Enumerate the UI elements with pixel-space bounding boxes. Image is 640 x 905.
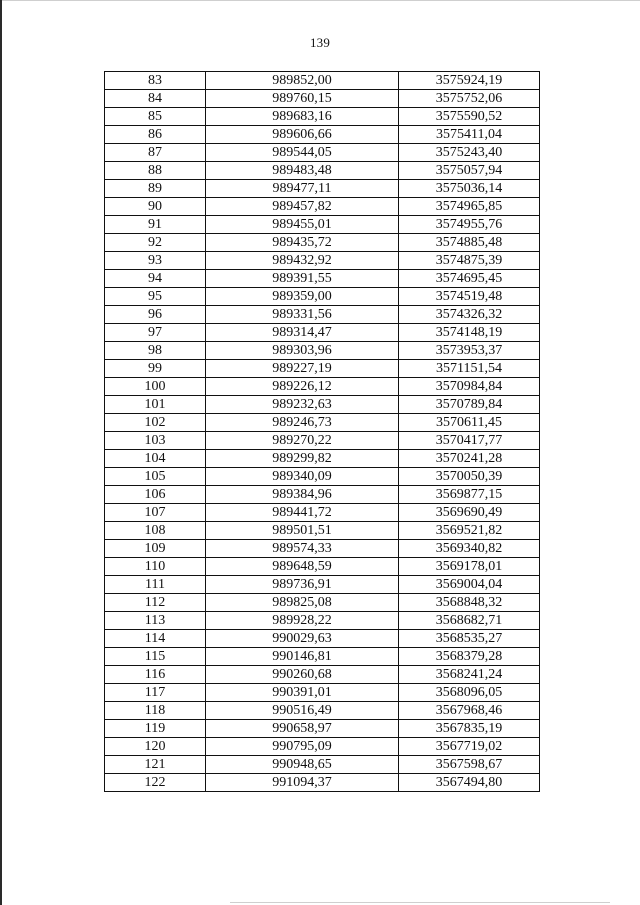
x-coordinate-cell: 989314,47	[206, 324, 399, 342]
point-number-cell: 92	[105, 234, 206, 252]
y-coordinate-cell: 3569178,01	[399, 558, 540, 576]
table-row	[105, 594, 540, 612]
y-coordinate-cell: 3575590,52	[399, 108, 540, 126]
y-coordinate-cell: 3568241,24	[399, 666, 540, 684]
scan-border-bottom	[230, 902, 610, 903]
y-coordinate-cell: 3571151,54	[399, 360, 540, 378]
point-number-cell: 112	[105, 594, 206, 612]
y-coordinate-cell: 3570611,45	[399, 414, 540, 432]
y-coordinate-cell: 3575057,94	[399, 162, 540, 180]
table-row	[105, 684, 540, 702]
x-coordinate-cell: 989483,48	[206, 162, 399, 180]
x-coordinate-cell: 989544,05	[206, 144, 399, 162]
point-number-cell: 121	[105, 756, 206, 774]
x-coordinate-cell: 989227,19	[206, 360, 399, 378]
table-row	[105, 198, 540, 216]
table-row	[105, 234, 540, 252]
scan-border-left	[0, 0, 2, 905]
table-row	[105, 738, 540, 756]
y-coordinate-cell: 3575752,06	[399, 90, 540, 108]
x-coordinate-cell: 991094,37	[206, 774, 399, 792]
table-row	[105, 558, 540, 576]
y-coordinate-cell: 3575036,14	[399, 180, 540, 198]
table-row	[105, 774, 540, 792]
y-coordinate-cell: 3568535,27	[399, 630, 540, 648]
table-row	[105, 432, 540, 450]
y-coordinate-cell: 3569340,82	[399, 540, 540, 558]
x-coordinate-cell: 990260,68	[206, 666, 399, 684]
y-coordinate-cell: 3570789,84	[399, 396, 540, 414]
coordinates-table-body	[105, 72, 540, 792]
x-coordinate-cell: 989340,09	[206, 468, 399, 486]
point-number-cell: 102	[105, 414, 206, 432]
point-number-cell: 87	[105, 144, 206, 162]
x-coordinate-cell: 989457,82	[206, 198, 399, 216]
y-coordinate-cell: 3574695,45	[399, 270, 540, 288]
y-coordinate-cell: 3575411,04	[399, 126, 540, 144]
point-number-cell: 114	[105, 630, 206, 648]
point-number-cell: 116	[105, 666, 206, 684]
x-coordinate-cell: 989852,00	[206, 72, 399, 90]
y-coordinate-cell: 3574148,19	[399, 324, 540, 342]
point-number-cell: 109	[105, 540, 206, 558]
table-row	[105, 756, 540, 774]
x-coordinate-cell: 989455,01	[206, 216, 399, 234]
table-row	[105, 576, 540, 594]
y-coordinate-cell: 3573953,37	[399, 342, 540, 360]
x-coordinate-cell: 989226,12	[206, 378, 399, 396]
y-coordinate-cell: 3567494,80	[399, 774, 540, 792]
table-row	[105, 162, 540, 180]
y-coordinate-cell: 3568379,28	[399, 648, 540, 666]
point-number-cell: 117	[105, 684, 206, 702]
point-number-cell: 88	[105, 162, 206, 180]
table-row	[105, 306, 540, 324]
point-number-cell: 120	[105, 738, 206, 756]
y-coordinate-cell: 3574885,48	[399, 234, 540, 252]
table-row	[105, 540, 540, 558]
table-row	[105, 450, 540, 468]
table-row	[105, 378, 540, 396]
table-row	[105, 180, 540, 198]
y-coordinate-cell: 3568848,32	[399, 594, 540, 612]
table-row	[105, 612, 540, 630]
table-row	[105, 144, 540, 162]
y-coordinate-cell: 3569690,49	[399, 504, 540, 522]
table-row	[105, 648, 540, 666]
x-coordinate-cell: 989303,96	[206, 342, 399, 360]
y-coordinate-cell: 3567968,46	[399, 702, 540, 720]
x-coordinate-cell: 989359,00	[206, 288, 399, 306]
y-coordinate-cell: 3570241,28	[399, 450, 540, 468]
y-coordinate-cell: 3569521,82	[399, 522, 540, 540]
point-number-cell: 94	[105, 270, 206, 288]
table-row	[105, 720, 540, 738]
point-number-cell: 110	[105, 558, 206, 576]
point-number-cell: 84	[105, 90, 206, 108]
x-coordinate-cell: 990516,49	[206, 702, 399, 720]
x-coordinate-cell: 990391,01	[206, 684, 399, 702]
table-row	[105, 90, 540, 108]
x-coordinate-cell: 990948,65	[206, 756, 399, 774]
y-coordinate-cell: 3570417,77	[399, 432, 540, 450]
table-row	[105, 216, 540, 234]
x-coordinate-cell: 989391,55	[206, 270, 399, 288]
point-number-cell: 95	[105, 288, 206, 306]
point-number-cell: 89	[105, 180, 206, 198]
y-coordinate-cell: 3574326,32	[399, 306, 540, 324]
x-coordinate-cell: 989501,51	[206, 522, 399, 540]
table-row	[105, 288, 540, 306]
table-row	[105, 108, 540, 126]
y-coordinate-cell: 3570050,39	[399, 468, 540, 486]
y-coordinate-cell: 3568682,71	[399, 612, 540, 630]
point-number-cell: 96	[105, 306, 206, 324]
point-number-cell: 101	[105, 396, 206, 414]
table-row	[105, 522, 540, 540]
x-coordinate-cell: 989648,59	[206, 558, 399, 576]
x-coordinate-cell: 989760,15	[206, 90, 399, 108]
table-row	[105, 270, 540, 288]
table-row	[105, 324, 540, 342]
x-coordinate-cell: 990029,63	[206, 630, 399, 648]
point-number-cell: 100	[105, 378, 206, 396]
y-coordinate-cell: 3569877,15	[399, 486, 540, 504]
x-coordinate-cell: 989331,56	[206, 306, 399, 324]
table-row	[105, 468, 540, 486]
point-number-cell: 106	[105, 486, 206, 504]
point-number-cell: 83	[105, 72, 206, 90]
point-number-cell: 108	[105, 522, 206, 540]
x-coordinate-cell: 989246,73	[206, 414, 399, 432]
y-coordinate-cell: 3575924,19	[399, 72, 540, 90]
point-number-cell: 85	[105, 108, 206, 126]
page-number: 139	[309, 35, 331, 50]
table-row	[105, 630, 540, 648]
table-row	[105, 126, 540, 144]
y-coordinate-cell: 3575243,40	[399, 144, 540, 162]
point-number-cell: 105	[105, 468, 206, 486]
table-row	[105, 252, 540, 270]
x-coordinate-cell: 989683,16	[206, 108, 399, 126]
y-coordinate-cell: 3574965,85	[399, 198, 540, 216]
point-number-cell: 107	[105, 504, 206, 522]
point-number-cell: 122	[105, 774, 206, 792]
x-coordinate-cell: 990146,81	[206, 648, 399, 666]
y-coordinate-cell: 3567598,67	[399, 756, 540, 774]
table-row	[105, 666, 540, 684]
x-coordinate-cell: 989606,66	[206, 126, 399, 144]
point-number-cell: 119	[105, 720, 206, 738]
x-coordinate-cell: 989435,72	[206, 234, 399, 252]
x-coordinate-cell: 989441,72	[206, 504, 399, 522]
x-coordinate-cell: 989477,11	[206, 180, 399, 198]
point-number-cell: 99	[105, 360, 206, 378]
y-coordinate-cell: 3567835,19	[399, 720, 540, 738]
point-number-cell: 104	[105, 450, 206, 468]
point-number-cell: 93	[105, 252, 206, 270]
table-row	[105, 396, 540, 414]
table-row	[105, 702, 540, 720]
y-coordinate-cell: 3570984,84	[399, 378, 540, 396]
x-coordinate-cell: 989825,08	[206, 594, 399, 612]
y-coordinate-cell: 3574519,48	[399, 288, 540, 306]
coordinates-table	[104, 71, 540, 792]
table-row	[105, 486, 540, 504]
x-coordinate-cell: 989232,63	[206, 396, 399, 414]
y-coordinate-cell: 3574875,39	[399, 252, 540, 270]
table-row	[105, 72, 540, 90]
x-coordinate-cell: 989736,91	[206, 576, 399, 594]
x-coordinate-cell: 990795,09	[206, 738, 399, 756]
point-number-cell: 91	[105, 216, 206, 234]
point-number-cell: 111	[105, 576, 206, 594]
x-coordinate-cell: 989928,22	[206, 612, 399, 630]
x-coordinate-cell: 989384,96	[206, 486, 399, 504]
point-number-cell: 113	[105, 612, 206, 630]
table-row	[105, 342, 540, 360]
scan-border-top	[0, 0, 640, 1]
y-coordinate-cell: 3568096,05	[399, 684, 540, 702]
table-row	[105, 414, 540, 432]
table-row	[105, 504, 540, 522]
table-row	[105, 360, 540, 378]
point-number-cell: 97	[105, 324, 206, 342]
x-coordinate-cell: 989574,33	[206, 540, 399, 558]
x-coordinate-cell: 989270,22	[206, 432, 399, 450]
x-coordinate-cell: 989432,92	[206, 252, 399, 270]
y-coordinate-cell: 3569004,04	[399, 576, 540, 594]
x-coordinate-cell: 990658,97	[206, 720, 399, 738]
point-number-cell: 86	[105, 126, 206, 144]
point-number-cell: 98	[105, 342, 206, 360]
y-coordinate-cell: 3567719,02	[399, 738, 540, 756]
point-number-cell: 103	[105, 432, 206, 450]
point-number-cell: 115	[105, 648, 206, 666]
x-coordinate-cell: 989299,82	[206, 450, 399, 468]
point-number-cell: 118	[105, 702, 206, 720]
point-number-cell: 90	[105, 198, 206, 216]
y-coordinate-cell: 3574955,76	[399, 216, 540, 234]
